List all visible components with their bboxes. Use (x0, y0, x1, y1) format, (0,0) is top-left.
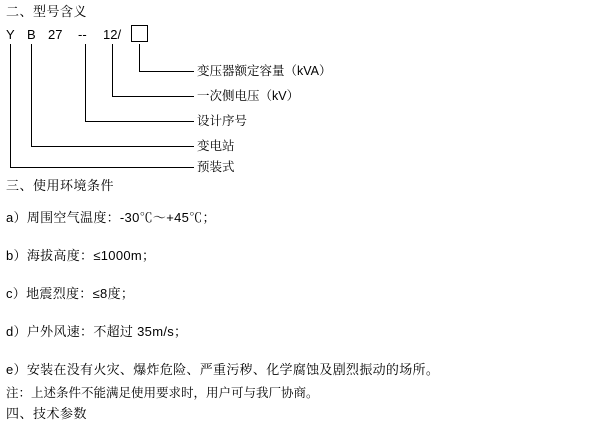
environment-condition-item: c）地震烈度：≤8度； (6, 286, 135, 301)
leader-horizontal-line (112, 96, 194, 97)
section-heading-model-meaning: 二、型号含义 (6, 4, 88, 19)
leader-horizontal-line (85, 121, 194, 122)
leader-horizontal-line (31, 146, 194, 147)
leader-horizontal-line (10, 167, 194, 168)
model-code-char: -- (78, 27, 87, 42)
leader-label: 设计序号 (197, 114, 248, 128)
leader-label: 变电站 (197, 139, 235, 153)
leader-vertical-line (85, 44, 86, 121)
leader-vertical-line (112, 44, 113, 96)
environment-condition-item: e）安装在没有火灾、爆炸危险、严重污秽、化学腐蚀及剧烈振动的场所。 (6, 362, 440, 377)
model-code-empty-box (131, 25, 148, 42)
leader-label: 变压器额定容量（kVA） (197, 64, 332, 78)
leader-horizontal-line (139, 71, 194, 72)
section-heading-parameters: 四、技术参数 (6, 406, 88, 421)
environment-condition-item: a）周围空气温度：-30℃～+45℃； (6, 210, 216, 225)
model-code-char: Y (6, 27, 15, 42)
model-code-char: 12/ (103, 27, 122, 42)
model-code-char: 27 (48, 27, 63, 42)
environment-condition-item: b）海拔高度：≤1000m； (6, 248, 156, 263)
environment-note: 注：上述条件不能满足使用要求时，用户可与我厂协商。 (6, 386, 319, 400)
leader-label: 一次侧电压（kV） (197, 89, 300, 103)
leader-label: 预装式 (197, 160, 235, 174)
leader-vertical-line (10, 44, 11, 167)
environment-condition-item: d）户外风速：不超过 35m/s； (6, 324, 188, 339)
section-heading-environment: 三、使用环境条件 (6, 178, 115, 193)
model-code-char: B (27, 27, 36, 42)
leader-vertical-line (139, 44, 140, 71)
leader-vertical-line (31, 44, 32, 146)
